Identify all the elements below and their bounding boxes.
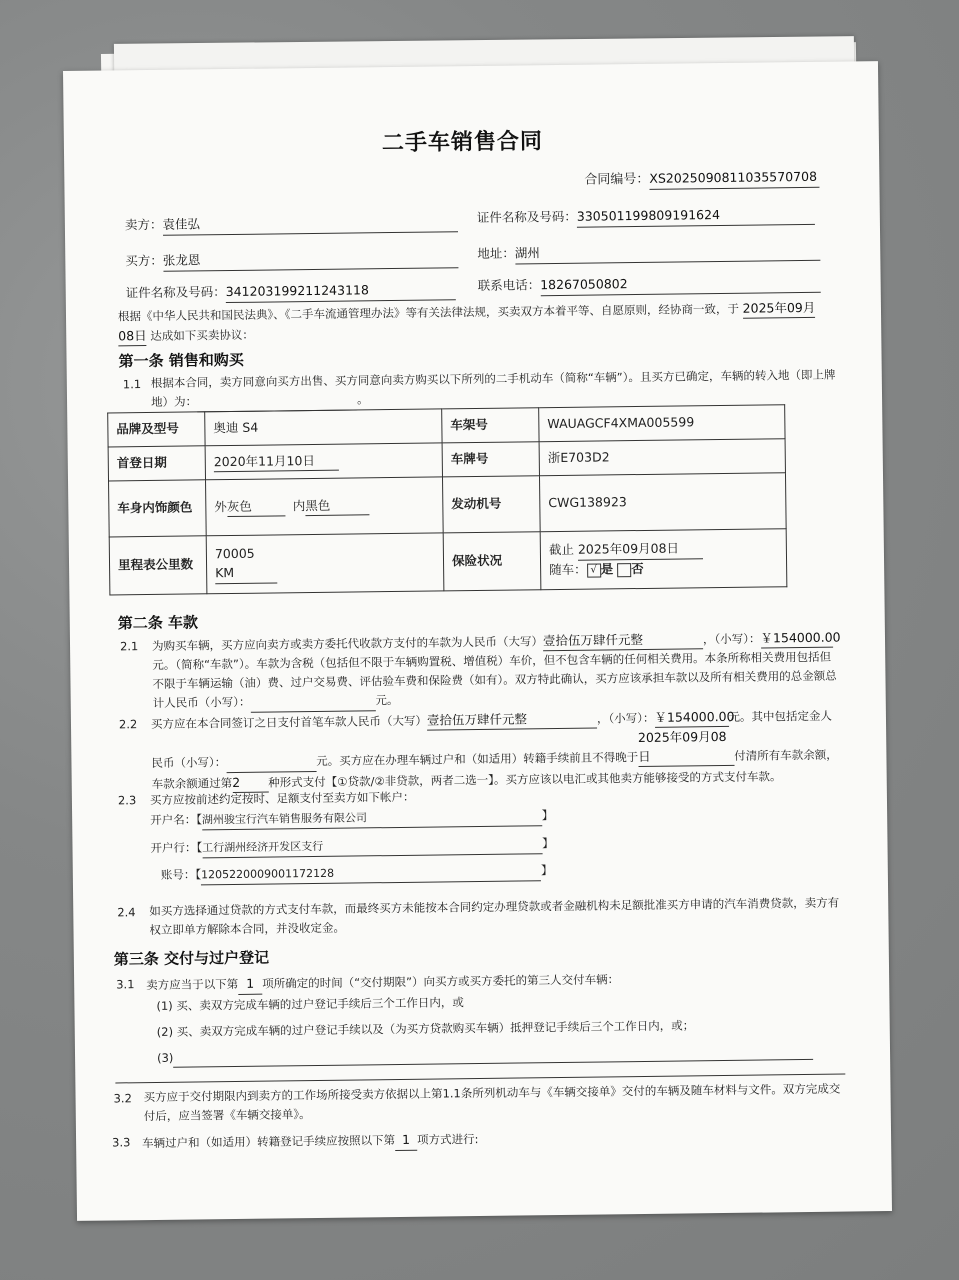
reg-date-label: 首登日期 — [108, 446, 205, 481]
clause-1-1-number: 1.1 — [122, 377, 142, 392]
preamble-date-b: 08日 — [118, 326, 147, 346]
clause-2-2 — [151, 706, 842, 794]
contract-page — [63, 61, 892, 1221]
insurance-yes-checkbox: √ — [587, 563, 601, 577]
seller-id-label: 证件名称及号码： — [476, 208, 577, 225]
delivery-option-3 — [157, 1042, 813, 1068]
mileage-value: 70005 KM — [215, 545, 277, 584]
clause-3-1 — [146, 970, 619, 996]
clause-3-3-text-b: 项方式进行: — [417, 1132, 479, 1147]
delivery-option-3-label: (3) — [156, 1050, 174, 1065]
clause-3-2-text: 买方应于交付期限内到卖方的工作场所接受卖方依据以上第1.1条所列机动车与《车辆交接单》交付的车辆及随车材料与文件。双方完成交付后，应当签署《车辆交接单》。 — [143, 1081, 841, 1124]
clause-2-1-text-d: 元。 — [375, 692, 399, 708]
color-cell — [206, 477, 444, 536]
account-number-row — [161, 862, 553, 885]
balance-due-date: 2025年09月08日 — [638, 727, 734, 767]
vehicle-info-table — [107, 404, 787, 595]
buyer-address-value: 湖州 — [515, 241, 820, 264]
reg-date-value: 2020年11月10日 — [214, 451, 339, 472]
clause-2-4-number: 2.4 — [117, 905, 136, 920]
buyer-id-row — [126, 280, 456, 304]
brand-value: 奥迪 S4 — [205, 409, 442, 446]
insurance-label: 保险状况 — [443, 532, 541, 591]
clause-2-2-text-f: 种形式支付【①贷款/②非贷款，两者二选一】。买方应该以电汇或其他卖方能够接受的方式支付车款。 — [268, 769, 782, 790]
clause-2-2-number: 2.2 — [118, 717, 138, 732]
account-bank-close: 】 — [542, 836, 554, 851]
insurance-until-value: 2025年09月08日 — [578, 539, 703, 560]
total-price-lower: ￥154000.00 — [760, 628, 832, 649]
contract-number-value: XS2025090811035570708 — [649, 168, 819, 190]
delivery-option-3-blank — [173, 1042, 813, 1068]
buyer-phone-row — [478, 273, 821, 297]
mileage-label: 里程表公里数 — [109, 536, 207, 595]
seller-label: 卖方： — [124, 216, 163, 233]
preamble-text: 根据《中华人民共和国民法典》、《二手车流通管理办法》等有关法律法规，买卖双方本着平等、自愿原则，经协商一致，于 — [117, 301, 740, 324]
insurance-until-label: 截止 — [548, 542, 574, 558]
buyer-address-label: 地址： — [477, 245, 515, 261]
clause-2-2-text-e: 付清所有车款余额，车款余额通过第 — [151, 747, 838, 791]
delivery-option-value: 1 — [238, 975, 262, 995]
preamble-date-a: 2025年09月 — [742, 298, 815, 319]
buyer-phone-value: 18267050802 — [540, 273, 820, 296]
account-name-close: 】 — [541, 808, 554, 823]
brand-label: 品牌及型号 — [108, 412, 205, 447]
clause-2-2-text-b: ，（小写）： — [596, 710, 655, 726]
engine-value: CWG138923 — [539, 473, 786, 532]
account-number-value: 1205220009001172128 — [201, 863, 541, 885]
preamble — [118, 298, 838, 347]
delivery-option-1: (1) 买、卖双方完成车辆的过户登记手续后三个工作日内，或 — [156, 995, 464, 1013]
clause-2-4-text: 如买方选择通过贷款的方式支付车款，而最终买方未能按本合同约定办理贷款或者金融机构未足额批准买方申请的汽车消费贷款，卖方有权立即单方解除本合同，并没收定金。 — [149, 895, 840, 938]
clause-2-3-text: 买方应按前述约定按时、足额支付至卖方如下帐户： — [149, 789, 415, 808]
first-payment-lower: ￥154000.00 — [654, 707, 728, 728]
insurance-no-label: 否 — [631, 560, 644, 577]
clause-2-2-text-a: 买方应在本合同签订之日支付首笔车款人民币（大写） — [150, 713, 428, 731]
article-1-heading: 第一条 销售和购买 — [118, 350, 244, 371]
clause-2-3-number: 2.3 — [117, 793, 137, 808]
mileage-cell — [206, 533, 444, 594]
contract-number-label: 合同编号： — [584, 171, 650, 188]
seller-row — [125, 212, 458, 236]
clause-2-2-text-d: 元。买方应在办理车辆过户和（如适用）转籍手续前且不得晚于 — [316, 750, 639, 768]
exterior-label: 外 — [214, 498, 227, 514]
total-price-upper: 壹拾伍万肆仟元整 — [543, 629, 703, 651]
clause-2-1 — [152, 628, 843, 714]
account-bank-row — [150, 835, 553, 858]
seller-value: 袁佳弘 — [162, 212, 457, 235]
insurance-no-checkbox — [617, 563, 631, 577]
clause-2-1-text-a: 为购买车辆，买方应向卖方或卖方委托代收款方支付的车款为人民币（大写） — [151, 634, 544, 653]
clause-3-1-text-a: 卖方应当于以下第 — [146, 976, 239, 993]
clause-1-1-text: 根据本合同，卖方同意向买方出售、买方同意向卖方购买以下所列的二手机动车（简称“车辆”）。且买方已确定，车辆的转入地（即上牌地）为： — [150, 367, 836, 409]
account-bank-value: 工行湖州经济开发区支行 — [202, 836, 542, 858]
plate-label: 车牌号 — [442, 442, 539, 477]
buyer-label: 买方： — [125, 252, 163, 269]
account-name-row — [150, 807, 553, 830]
buyer-id-label: 证件名称及号码： — [125, 284, 226, 301]
reg-date-cell — [205, 443, 442, 480]
clause-3-3-number: 3.3 — [112, 1135, 131, 1150]
contract-number — [584, 168, 819, 191]
color-label: 车身内饰颜色 — [109, 480, 207, 537]
engine-label: 发动机号 — [442, 476, 540, 533]
total-fees-blank — [250, 691, 375, 713]
seller-id-row — [477, 205, 815, 229]
account-name-value: 湖州骏宝行汽车销售服务有限公司 — [202, 808, 542, 830]
clause-2-1-text-b: ，（小写）： — [702, 631, 761, 647]
transfer-option-value: 1 — [395, 1131, 417, 1151]
insurance-with-label: 随车： — [549, 561, 587, 578]
clause-3-3 — [142, 1130, 479, 1154]
seller-id-value: 330501199809191624 — [577, 205, 815, 228]
buyer-row — [125, 248, 458, 272]
clause-2-2-text-c: 元。其中包括定金人民币（小写）： — [151, 708, 833, 770]
interior-label: 内 — [292, 497, 306, 513]
page-title: 二手车销售合同 — [381, 129, 544, 157]
insurance-yes-label: 是 — [600, 561, 614, 577]
deposit-blank — [226, 752, 316, 773]
clause-2-1-number: 2.1 — [119, 639, 139, 654]
clause-3-1-text-b: 项所确定的时间（“交付期限”）向买方或买方委托的第三人交付车辆： — [262, 972, 620, 991]
plate-value: 浙E703D2 — [539, 439, 785, 476]
clause-3-3-text-a: 车辆过户和（如适用）转籍登记手续应按照以下第 — [142, 1133, 396, 1151]
clause-1-1-end: 。 — [356, 392, 369, 407]
article-2-heading: 第二条 车款 — [117, 613, 199, 633]
delivery-option-2: (2) 买、卖双方完成车辆的过户登记手续以及（为买方贷款购买车辆）抵押登记手续后三个工作日内，或； — [156, 1018, 695, 1039]
payment-method-value: 2 — [232, 773, 268, 793]
account-name-label: 开户名：【 — [150, 812, 202, 828]
first-payment-upper: 壹拾伍万肆仟元整 — [427, 709, 597, 731]
buyer-phone-label: 联系电话： — [477, 277, 541, 293]
preamble-text-2: 达成如下买卖协议： — [150, 327, 254, 343]
vin-label: 车架号 — [442, 408, 539, 443]
buyer-value: 张龙恩 — [163, 248, 458, 271]
clause-3-2-number: 3.2 — [113, 1091, 132, 1106]
interior-value: 黑色 — [305, 496, 369, 517]
account-number-label: 账号：【 — [160, 867, 202, 882]
vin-value: WAUAGCF4XMA005599 — [539, 405, 785, 442]
exterior-value: 灰色 — [227, 497, 285, 517]
article-3-heading: 第三条 交付与过户登记 — [113, 948, 270, 969]
clause-2-1-text-c: 元。（简称“车款”）。车款为含税（包括但不限于车辆购置税、增值税）车价，但不包含车辆的任何相关费用。本条所称相关费用包括但不限于车辆运输（油）费、过户交易费、评估验车费和保险费（如有）。双方特此确认，买方应该承担车款以及所有相关费用的总金额总计人民币（小写）： — [152, 649, 837, 710]
clause-3-1-number: 3.1 — [116, 977, 135, 992]
account-number-close: 】 — [540, 863, 553, 878]
buyer-id-value: 341203199211243118 — [226, 280, 456, 303]
insurance-cell — [540, 529, 787, 590]
buyer-address-row — [477, 241, 820, 265]
account-bank-label: 开户行：【 — [150, 840, 203, 856]
